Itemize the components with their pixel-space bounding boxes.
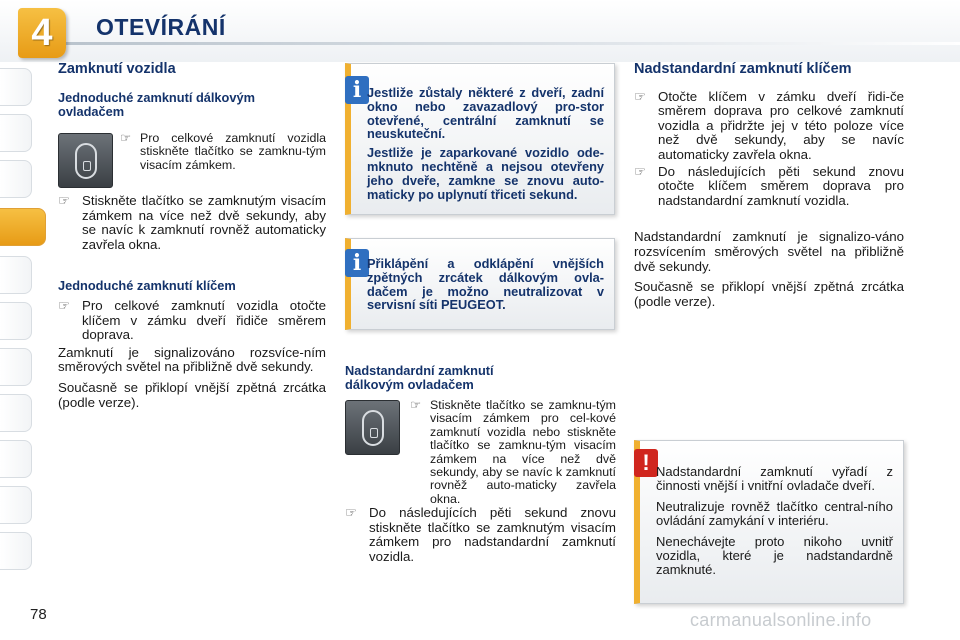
warning-para3: Nenechávejte proto nikoho uvnitř vozidla, které je nadstandardně zamknuté. — [656, 533, 893, 578]
heading-remote-lock: Jednoduché zamknutí dálkovým ovladačem — [58, 89, 255, 119]
info-box-doors — [345, 63, 615, 215]
padlock-button-icon — [362, 410, 384, 446]
heading-deadlock-remote — [345, 364, 545, 392]
remote-lock-bullet — [58, 194, 326, 252]
pointing-hand-icon: ☞ — [58, 193, 70, 208]
deadlock-remote-caption — [410, 399, 616, 506]
heading-deadlock-remote-text: Nadstandardní zamknutí dálkovým ovladačem — [345, 363, 494, 392]
warning-para1: Nadstandardní zamknutí vyřadí z činnosti vnější i vnitřní ovladače dveří. — [656, 464, 893, 494]
deadlock-key-bullet1-text: Otočte klíčem v zámku dveří řidi-če směrem doprava pro celkové zamknutí vozidla a přidržte jej v této poloze více než dvě sekundy, aby se navíc automaticky zavřela okna. — [658, 88, 904, 162]
side-tab[interactable] — [0, 302, 32, 340]
page-number: 78 — [30, 606, 47, 623]
deadlock-key-signal-text: Nadstandardní zamknutí je signalizo-váno rozsvícením směrových světel na přibližně dvě sekundy. — [634, 229, 904, 274]
left-column — [58, 62, 328, 119]
key-lock-mirror-text: Současně se přiklopí vnější zpětná zrcátka (podle verze). — [58, 379, 326, 410]
side-tab[interactable] — [0, 532, 32, 570]
remote-lock-bullet-text: Stiskněte tlačítko se zamknutým visacím zámkem na více než dvě sekundy, aby se navíc k zamknutí rovněž automaticky zavřela okna. — [82, 193, 326, 252]
key-lock-bullet-text: Pro celkové zamknutí vozidla otočte klíčem v zámku dveří řidiče směrem doprava. — [82, 298, 326, 343]
section-title-deadlock-key: Nadstandardní zamknutí klíčem — [634, 61, 852, 77]
side-tab[interactable] — [0, 486, 32, 524]
pointing-hand-icon: ☞ — [410, 398, 422, 412]
warning-box-deadlock — [634, 440, 904, 604]
chapter-number-tab: 4 — [18, 8, 66, 58]
side-tab[interactable] — [0, 68, 32, 106]
header-rule — [60, 42, 960, 45]
side-tab[interactable] — [0, 394, 32, 432]
deadlock-remote-bullet-text: Do následujících pěti sekund znovu stiskněte tlačítko se zamknutým visacím zámkem pro nadstandardní zamknutí vozidla. — [369, 505, 616, 564]
section-title-lock-vehicle: Zamknutí vozidla — [58, 61, 176, 77]
padlock-button-icon — [75, 143, 97, 179]
info-box-mirrors — [345, 238, 615, 330]
chapter-title: OTEVÍRÁNÍ — [96, 14, 226, 40]
side-tab[interactable] — [0, 160, 32, 198]
pointing-hand-icon: ☞ — [345, 505, 357, 520]
info-box-mirrors-para1: Přiklápění a odklápění vnějších zpětných zrcátek dálkovým ovla-dačem je možno neutralizovat v servisní síti PEUGEOT. — [367, 256, 604, 313]
side-tab-active[interactable] — [0, 208, 46, 246]
pointing-hand-icon: ☞ — [120, 131, 132, 145]
remote-lock-caption — [120, 132, 326, 172]
info-icon: i — [345, 76, 369, 104]
heading-key-lock: Jednoduché zamknutí klíčem — [58, 278, 236, 293]
remote-lock-caption-text: Pro celkové zamknutí vozidla stiskněte tlačítko se zamknu-tým visacím zámkem. — [140, 131, 326, 172]
chapter-side-tabs — [0, 62, 36, 582]
info-icon: i — [345, 249, 369, 277]
info-box-doors-para2: Jestliže je zaparkované vozidlo ode-mknuto nechtěně a nejsou otevřeny jeho dveře, zamkne se znovu auto-maticky po uplynutí třiceti sekund. — [367, 145, 604, 202]
warning-icon: ! — [634, 449, 658, 477]
pointing-hand-icon: ☞ — [634, 163, 646, 179]
side-tab[interactable] — [0, 114, 32, 152]
deadlock-remote-caption-text: Stiskněte tlačítko se zamknu-tým visacím zámkem pro cel-kové zamknutí vozidla nebo stiskněte tlačítko se zamknu-tým visacím zámkem na více než dvě sekundy, aby se navíc k zamknutí rovněž auto-maticky zavřela okna. — [430, 398, 616, 506]
deadlock-key-bullet2-text: Do následujících pěti sekund znovu otočte klíčem směrem doprava pro nadstandardní zamknutí vozidla. — [658, 163, 904, 208]
key-lock-section — [58, 279, 326, 416]
pointing-hand-icon: ☞ — [634, 88, 646, 104]
info-box-doors-para1: Jestliže zůstaly některé z dveří, zadní okno nebo zavazadlový pro-stor otevřené, centrální zamknutí se neuskuteční. — [367, 85, 604, 142]
side-tab[interactable] — [0, 256, 32, 294]
pointing-hand-icon: ☞ — [58, 298, 70, 313]
side-tab[interactable] — [0, 440, 32, 478]
side-tab[interactable] — [0, 348, 32, 386]
key-fob-lock-icon — [345, 400, 400, 455]
watermark: carmanualsonline.info — [690, 610, 872, 630]
deadlock-key-mirror-text: Současně se přiklopí vnější zpětná zrcátka (podle verze). — [634, 279, 904, 309]
right-column — [634, 62, 904, 315]
deadlock-remote-bullet — [345, 506, 616, 564]
warning-para2: Neutralizuje rovněž tlačítko central-ního ovládání zamykání v interiéru. — [656, 498, 893, 529]
key-lock-signal-text: Zamknutí je signalizováno rozsvíce-ním směrových světel na přibližně dvě sekundy. — [58, 344, 326, 375]
key-fob-lock-icon — [58, 133, 113, 188]
